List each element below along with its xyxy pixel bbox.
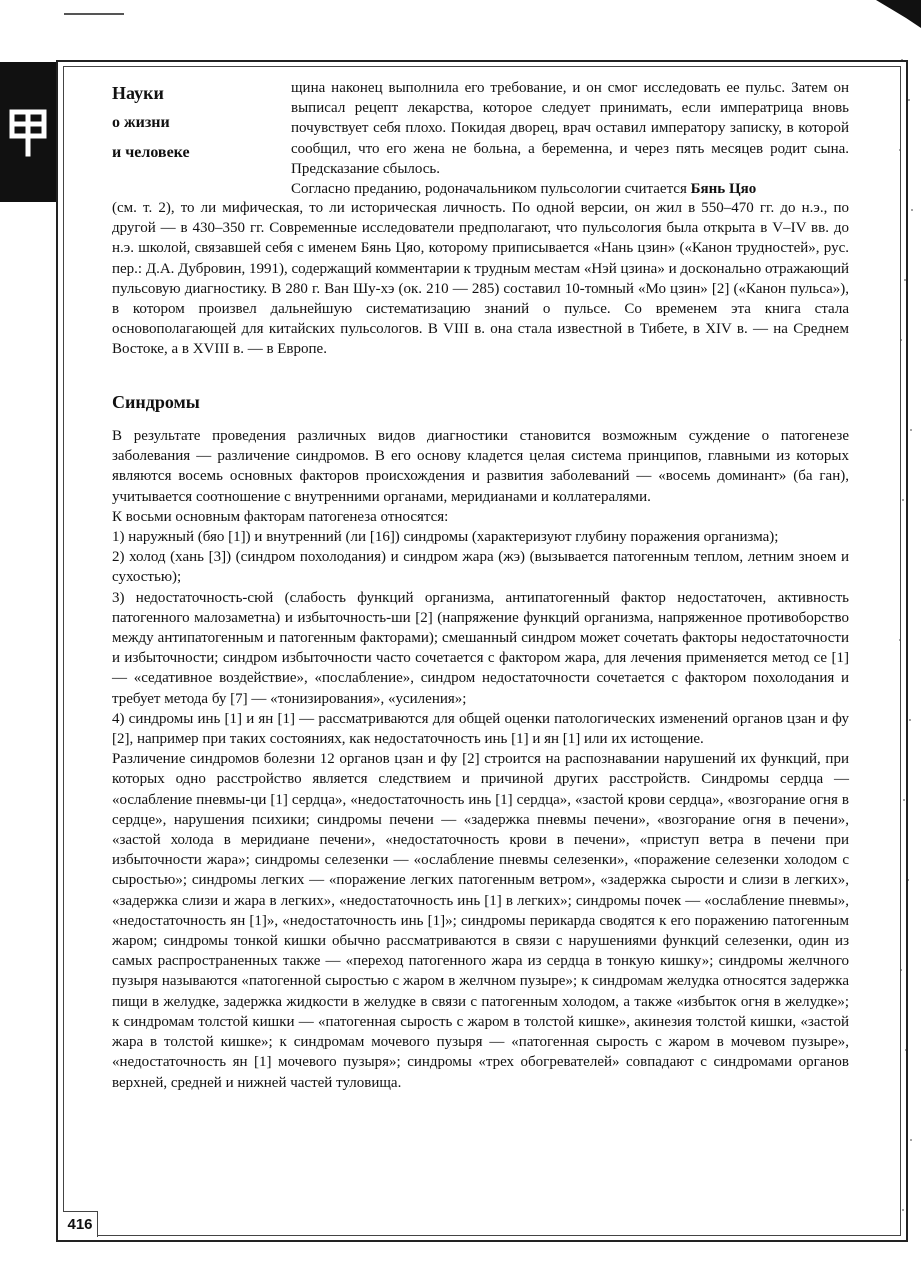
section-title: Синдромы [112,392,200,412]
corner-scan-mark [876,0,921,28]
factor-item-3: 3) недостаточность-сюй (слабость функций организма, антипатогенный фактор недостаточен, активность патогенного малозаметна) и избыточность-ши [2] (напряжение функций организма, напряженное противоборство между антипатогенным и патогенным факторами); смешанный синдром может сочетать факторы недостаточности и избыточности; синдром избыточности часто сочетается с фактором жара, для лечения применяется метод се [1] — «седативное воздействие», «послабление», синдром недостаточности сочетается с фактором похолодания и требует метода бу [7] — «тонизирования», «усиления»; [112,589,849,707]
continued-paragraph: щина наконец выполнила его требование, и он смог исследовать ее пульс. Затем он выписал рецепт лекарства, которое следует принимать, если императрица вновь почувствует себя плохо. Покидая дворец, врач оставил императору записку, в которой сообщил, что его жена не больна, а беременна, и через пять месяцев родит сына. Предсказание сбылось. [291,80,849,177]
sidebar-heading-line1: Науки [112,83,164,103]
pulsology-lead [291,179,849,199]
bian-que-name: Бянь Цяо [690,181,757,198]
factor-item-4: 4) синдромы инь [1] и ян [1] — рассматриваются для общей оценки патологических изменений органов цзан и фу [2], например при таких состояниях, как недостаточность инь [1] и ян [1] или их истощение. [112,710,849,748]
top-right-column [291,78,849,199]
pulsology-paragraph: (см. т. 2), то ли мифическая, то ли историческая личность. По одной версии, он жил в 550–470 гг. до н.э., по другой — в 430–350 гг. Современные исследователи предполагают, что пульсология была открыта в V–IV вв. до н.э. школой, связавшей себя с именем Бянь Цяо, которому приписывается «Нань цзин» («Канон трудностей», рус. пер.: Д.А. Дубровин, 1991), содержащий комментарии к трудным местам «Нэй цзина» и досконально отражающий пульсовую диагностику. В 280 г. Ван Шу-хэ (ок. 210 — 285) составил 10-томный «Мо цзин» [2] («Канон пульса»), в котором произвел дальнейшую систематизацию знаний о пульсе. Со временем эта книга стала основополагающей для китайских пульсологов. В VIII в. она стала известной в Тибете, в XIV в. — на Среднем Востоке, а в XVIII в. — в Европе. [112,200,849,358]
syndromes-body [112,426,849,1093]
side-tab [0,62,56,202]
organ-syndromes: Различение синдромов болезни 12 органов цзан и фу [2] строится на распознавании нарушений их функций, при которых одно расстройство является следствием и причиной других расстройств. Синдромы сердца — «ослабление пневмы-ци [1] сердца», «недостаточность инь [1] сердца», «застой крови сердца», «возгорание огня в сердце», нарушения психики; синдромы печени — «задержка пневмы печени», «возгорание огня в печени», «застой холода в меридиане печени», «недостаточность крови в печени», «приступ ветра в печени при избыточности жара»; синдромы селезенки — «ослабление пневмы селезенки», «поражение селезенки холодом с сыростью»; синдромы легких — «поражение легких патогенным ветром», «задержка сырости и слизи в легких», «задержка слизи и жара в легких», «недостаточность инь [1] в легких»; синдромы почек — «ослабление пневмы», «недостаточность ян [1]», «недостаточность инь [1]»; синдромы перикарда сводятся к его поражению патогенным жаром; синдромы тонкой кишки обычно рассматриваются в связи с нарушениями функций селезенки, один из самых распространенных также — «переход патогенного жара из сердца в тонкую кишку»; синдромы желчного пузыря называются «патогенной сыростью с жаром в желчном пузыре»; к синдромам желудка относятся задержка пищи в желудке, задержка жидкости в желудке в связи с патогенным холодом, а также «избыток огня в желудке»; к синдромам толстой кишки — «патогенная сырость с жаром в толстой кишке», акинезия толстой кишки, «застой жара в толстой кишке»; к синдромам мочевого пузыря — «патогенная сырость с жаром в мочевом пузыре», «недостаточность ян [1] мочевого пузыря»; синдромы «трех обогревателей» совпадают с синдромами органов верхней, средней и нижней частей туловища. [112,751,849,1091]
syndromes-intro: В результате проведения различных видов диагностики становится возможным суждение о патогенезе заболевания — различение синдромов. В его основу кладется целая система принципов, главными из которых являются восемь основных факторов происхождения и развития заболеваний — «восемь доминант» (ба ган), учитывается соотношение с внутренними органами, меридианами и коллатералями. [112,428,849,505]
sidebar-heading [112,78,287,168]
factor-item-1: 1) наружный (бяо [1]) и внутренний (ли [16]) синдромы (характеризуют глубину поражения организма); [112,529,779,546]
factors-lead: К восьми основным факторам патогенеза относятся: [112,508,449,525]
page-number: 416 [63,1211,98,1237]
chinese-character-icon [7,106,49,158]
factor-item-2: 2) холод (хань [3]) (синдром похолодания) и синдром жара (жэ) (вызывается патогенным теплом, летним зноем и сухостью); [112,549,849,586]
pulsology-lead-text: Согласно преданию, родоначальником пульсологии считается [291,181,691,198]
sidebar-heading-line2: о жизни [112,114,170,131]
scan-artifact-rule [64,13,124,15]
sidebar-heading-line3: и человеке [112,144,190,161]
